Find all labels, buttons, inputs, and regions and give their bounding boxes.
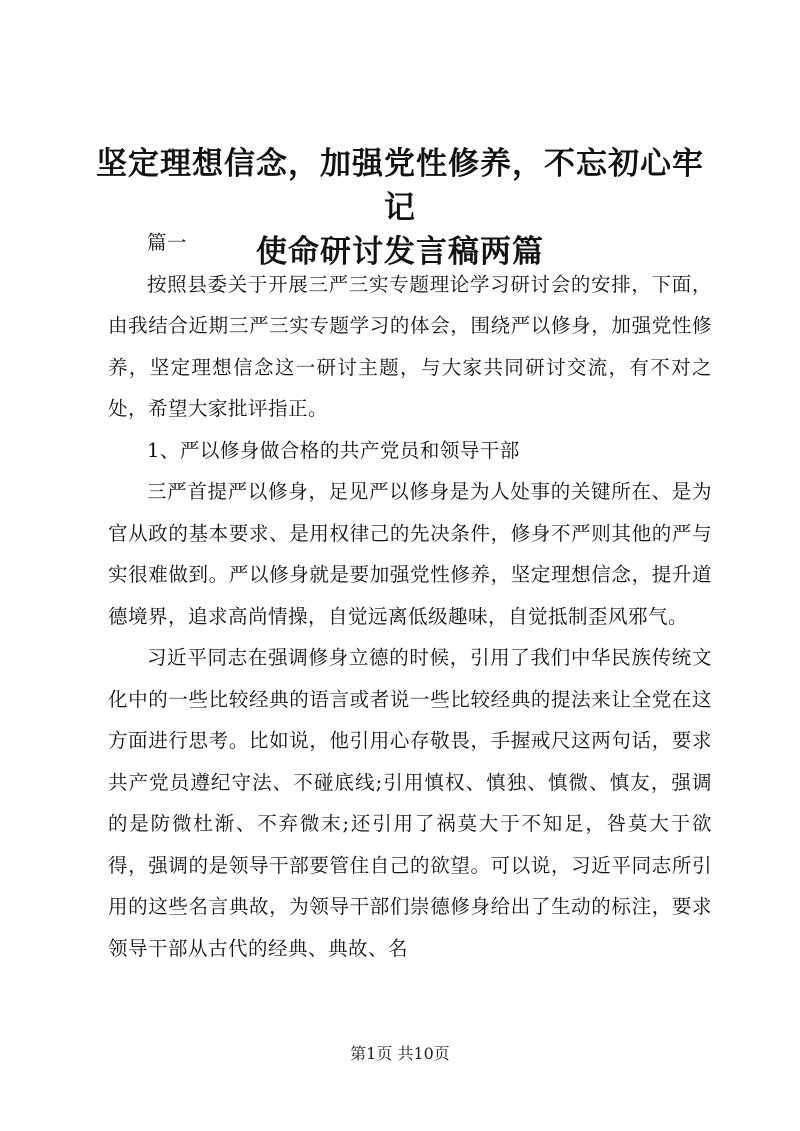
title-line-2: 使命研讨发言稿两篇 bbox=[256, 234, 544, 270]
section-heading: 篇一 bbox=[147, 231, 188, 254]
document-body bbox=[108, 222, 712, 969]
body-paragraph: 三严首提严以修身，足见严以修身是为人处事的关键所在、是为官从政的基本要求、是用权律己的先决条件，修身不严则其他的严与实很难做到。严以修身就是要加强党性修养，坚定理想信念，提升道德境界，追求高尚情操，自觉远离低级趣味，自觉抵制歪风邪气。 bbox=[108, 480, 712, 628]
body-paragraph: 按照县委关于开展三严三实专题理论学习研讨会的安排，下面，由我结合近期三严三实专题学习的体会，围绕严以修身，加强党性修养，坚定理想信念这一研讨主题，与大家共同研讨交流，有不对之处，希望大家批评指正。 bbox=[108, 272, 712, 420]
page-footer: 第1页 共10页 bbox=[350, 1044, 450, 1063]
body-paragraph: 习近平同志在强调修身立德的时候，引用了我们中华民族传统文化中的一些比较经典的语言或者说一些比较经典的提法来让全党在这方面进行思考。比如说，他引用心存敬畏，手握戒尺这两句话，要求共产党员遵纪守法、不碰底线;引用慎权、慎独、慎微、慎友，强调的是防微杜渐、不弃微末;还引用了祸莫大于不知足，咎莫大于欲得，强调的是领导干部要管住自己的欲望。可以说，习近平同志所引用的这些名言典故，为领导干部们崇德修身给出了生动的标注，要求领导干部从古代的经典、典故、名 bbox=[108, 646, 712, 960]
subsection-heading: 1、严以修身做合格的共产党员和领导干部 bbox=[147, 438, 520, 462]
title-line-1: 坚定理想信念，加强党性修养，不忘初心牢记 bbox=[96, 146, 704, 226]
